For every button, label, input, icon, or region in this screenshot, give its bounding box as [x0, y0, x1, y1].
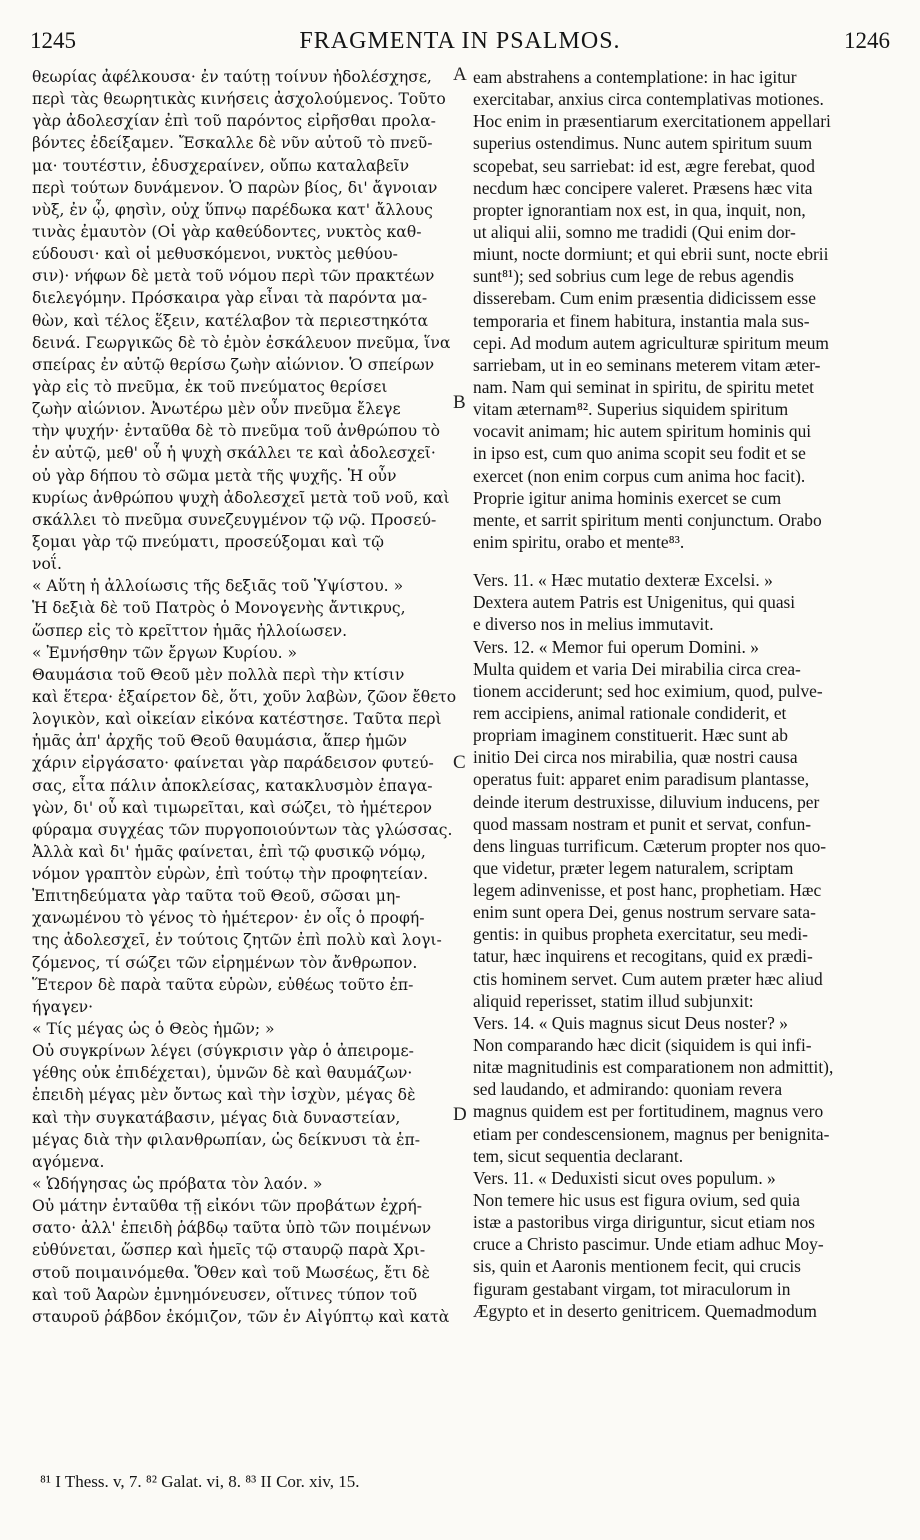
greek-text-line: βόντες ἐδείξαμεν. Ἔσκαλλε δὲ νῦν αὐτοῦ τὸ πνεῦ-	[32, 134, 433, 153]
latin-text-line: ctis hominem servet. Cum autem præter hæc aliud	[473, 968, 823, 989]
greek-text-line: γὼν, δι' οὗ καὶ τιμωρεῖται, καὶ σώζει, τὸ ἡμέτερον	[32, 798, 433, 817]
latin-text-line: ut aliqui alii, somno me tradidi (Qui enim dor-	[473, 221, 796, 242]
greek-text-line: σκάλλει τὸ πνεῦμα συνεζευγμένον τῷ νῷ. Προσεύ-	[32, 510, 437, 529]
latin-text-line: aliquid reperisset, statim illud subjunxit:	[473, 990, 754, 1011]
greek-text-line: σας, εἶτα πάλιν ἀποκλείσας, κατακλυσμὸν ἐπαγα-	[32, 776, 433, 795]
greek-text-line: Ἕτερον δὲ παρὰ ταῦτα εὑρὼν, εὐθέως τοῦτο ἐπ-	[32, 975, 414, 994]
latin-text-line: scopebat, seu sarriebat: id est, ægre ferebat, quod	[473, 155, 815, 176]
latin-text-line: tatur, hæc inquirens et recogitans, quid ex prædi-	[473, 946, 813, 967]
greek-text-line: χανωμένου τὸ γένος τὸ ἡμέτερον· ἐν οἷς ὁ προφή-	[32, 909, 425, 928]
latin-text-line: tionem acciderunt; sed hoc eximium, quod, pulve-	[473, 680, 823, 701]
margin-marker-c: C	[453, 752, 466, 773]
page-number-right: 1246	[844, 28, 890, 53]
latin-text-line: sarriebam, ut in eo seminans meterem vitam æter-	[473, 354, 821, 375]
greek-text-line: « Ὡδήγησας ὡς πρόβατα τὸν λαόν. »	[32, 1175, 323, 1194]
latin-text-line	[473, 553, 893, 569]
greek-text-line: καὶ ἕτερα· ἐξαίρετον δὲ, ὅτι, χοῦν λαβὼν, ζῶον ἔθετο	[32, 687, 457, 706]
greek-text-line: αγόμενα.	[32, 1152, 105, 1171]
latin-text-line: Non temere hic usus est figura ovium, sed quia	[473, 1190, 800, 1211]
greek-text-line: θὼν, καὶ τέλος ἕξειν, κατέλαβον τὰ περιεστηκότα	[32, 311, 428, 330]
latin-text-line: etiam per condescensionem, magnus per benignita-	[473, 1123, 830, 1144]
latin-text-line: initio Dei circa nos mirabilia, quæ nostri causa	[473, 747, 798, 768]
latin-text-line: nitæ magnitudinis est comparationem non admittit),	[473, 1057, 834, 1078]
greek-text-line: στοῦ ποιμαινόμεθα. Ὅθεν καὶ τοῦ Μωσέως, ἔτι δὲ	[32, 1263, 430, 1282]
greek-text-line: μα· τουτέστιν, ἐδυσχεραίνεν, οὔπω καταλαβεῖν	[32, 156, 410, 175]
latin-text-line: sed laudando, et admirando: quoniam revera	[473, 1079, 783, 1100]
latin-text-line: Dextera autem Patris est Unigenitus, qui quasi	[473, 592, 796, 613]
greek-text-line: Οὐ συγκρίνων λέγει (σύγκρισιν γὰρ ὁ ἀπειρομε-	[32, 1042, 414, 1061]
greek-text-line: τινὰς ἐμαυτὸν (Οἱ γὰρ καθεύδοντες, νυκτὸς καθ-	[32, 222, 422, 241]
greek-text-line: τὴν ψυχήν· ἐνταῦθα δὲ τὸ πνεῦμα τοῦ ἀνθρώπου τὸ	[32, 422, 441, 441]
latin-text-line: vitam æternam⁸². Superius siquidem spiritum	[473, 399, 789, 420]
latin-text-line: figuram gestabant virgam, tot miraculorum in	[473, 1278, 791, 1299]
latin-text-line: cepi. Ad modum autem agriculturæ spiritum meum	[473, 332, 829, 353]
greek-text-line: καὶ τοῦ Ἀαρὼν ἐμνημόνευσεν, οἵτινες τύπον τοῦ	[32, 1285, 418, 1304]
latin-text-line: istæ a pastoribus virga diriguntur, sicut etiam nos	[473, 1212, 815, 1233]
greek-text-line: Θαυμάσια τοῦ Θεοῦ μὲν πολλὰ περὶ τὴν κτίσιν	[32, 665, 405, 684]
greek-column	[32, 66, 457, 1328]
latin-text-line: eam abstrahens a contemplatione: in hac igitur	[473, 67, 797, 87]
latin-text-line: Vers. 12. « Memor fui operum Domini. »	[473, 636, 759, 657]
latin-text-line: dens linguas turrificum. Cæterum propter nos quo-	[473, 835, 827, 856]
latin-text-line: Vers. 14. « Quis magnus sicut Deus noster? »	[473, 1012, 788, 1033]
greek-text-line: γὰρ εἰς τὸ πνεῦμα, ἐκ τοῦ πνεύματος θερίσει	[32, 377, 388, 396]
greek-text-line: νοΐ.	[32, 555, 62, 574]
greek-text-line: « Ἐμνήσθην τῶν ἔργων Κυρίου. »	[32, 643, 298, 662]
latin-text-line: magnus quidem est per fortitudinem, magnus vero	[473, 1101, 824, 1122]
greek-text-line: σατο· ἀλλ' ἐπειδὴ ῥάβδῳ ταῦτα ὑπὸ τῶν ποιμένων	[32, 1219, 432, 1238]
margin-marker-d: D	[453, 1104, 467, 1125]
latin-text-line: Ægypto et in deserto genitricem. Quemadmodum	[473, 1300, 817, 1321]
latin-text-line: necdum hæc concipere valeret. Præsens hæc vita	[473, 177, 813, 198]
greek-text-line: δεινά. Γεωργικῶς δὲ τὸ ἐμὸν ἐσκάλευον πνεῦμα, ἵνα	[32, 333, 451, 352]
latin-text-line: Vers. 11. « Hæc mutatio dexteræ Excelsi. »	[473, 570, 773, 591]
greek-text-line: περὶ τούτων δυνάμενον. Ὁ παρὼν βίος, δι' ἄγνοιαν	[32, 178, 438, 197]
latin-text-line: nam. Nam qui seminat in spiritu, de spiritu metet	[473, 376, 814, 397]
margin-marker-a: A	[453, 64, 467, 85]
latin-text-line: enim sunt opera Dei, genus nostrum servare sata-	[473, 902, 816, 923]
latin-text-line: exercet (non enim corpus cum anima hoc facit).	[473, 465, 806, 486]
greek-text-line: Ἐπιτηδεύματα γὰρ ταῦτα τοῦ Θεοῦ, σῶσαι μη-	[32, 887, 401, 906]
latin-text-line: vocavit animam; hic autem spiritum hominis qui	[473, 421, 812, 442]
greek-text-line: της ἀδολεσχεῖ, ἐν τούτοις ζητῶν ἐπὶ πολὺ καὶ λογι-	[32, 931, 442, 950]
latin-text-line: miunt, nocte dormiunt; et qui ebrii sunt, nocte ebrii	[473, 244, 829, 265]
greek-text-line: καὶ τὴν συγκατάβασιν, μέγας διὰ δυναστείαν,	[32, 1108, 401, 1127]
greek-text-line: γέθης οὐκ ἐπιδέχεται), ὑμνῶν δὲ καὶ θαυμάζων·	[32, 1064, 413, 1083]
greek-text-line: κυρίως ἀνθρώπου ψυχὴ ἀδολεσχεῖ μετὰ τοῦ νοῦ, καὶ	[32, 488, 450, 507]
greek-text-line: ἡμᾶς ἀπ' ἀρχῆς τοῦ Θεοῦ θαυμάσια, ἅπερ ἡμῶν	[32, 732, 407, 751]
latin-text-line: mente, et sarrit spiritum menti conjunctum. Orabo	[473, 509, 822, 530]
greek-text-line: Οὐ μάτην ἐνταῦθα τῇ εἰκόνι τῶν προβάτων ἐχρή-	[32, 1197, 422, 1216]
footnotes: ⁸¹ I Thess. v, 7. ⁸² Galat. vi, 8. ⁸³ II Cor. xiv, 15.	[40, 1472, 360, 1491]
latin-text-line: exercitabar, anxius circa contemplativas motiones.	[473, 89, 824, 110]
latin-text-line: e diverso nos in melius immutavit.	[473, 614, 714, 635]
greek-text-line: ξομαι γὰρ τῷ πνεύματι, προσεύξομαι καὶ τῷ	[32, 532, 385, 551]
greek-text-line: οὐ γὰρ δήπου τὸ σῶμα μετὰ τῆς ψυχῆς. Ἡ οὖν	[32, 466, 397, 485]
latin-text-line: Proprie igitur anima hominis exercet se cum	[473, 487, 782, 508]
greek-text-line: θεωρίας ἀφέλκουσα· ἐν ταύτῃ τοίνυν ἠδολέσχησε,	[32, 68, 432, 86]
latin-text-line: disserebam. Cum enim præsentia didicissem esse	[473, 288, 816, 309]
greek-text-line: μέγας διὰ τὴν φιλανθρωπίαν, ὡς δείκνυσι τὰ ἑπ-	[32, 1130, 421, 1149]
latin-text-line: Hoc enim in præsentiarum exercitationem appellari	[473, 111, 831, 132]
latin-text-line: gentis: in quibus propheta exercitatur, seu medi-	[473, 924, 808, 945]
latin-text-line: legem adinvenisse, et post hanc, prophetiam. Hæc	[473, 880, 822, 901]
greek-text-line: γὰρ ἀδολεσχίαν ἐπὶ τοῦ παρόντος εἰρῆσθαι προλα-	[32, 112, 436, 131]
greek-text-line: φύραμα συγχέας τῶν πυργοποιούντων τὰς γλώσσας.	[32, 820, 453, 839]
greek-text-line: σπείρας ἐν αὐτῷ θερίσω ζωὴν αἰώνιον. Ὁ σπείρων	[32, 355, 435, 374]
latin-text-line: propter ignorantiam nox est, in qua, inquit, non,	[473, 199, 806, 220]
greek-text-line: Ἀλλὰ καὶ δι' ἡμᾶς φαίνεται, ἐπὶ τῷ φυσικῷ νόμῳ,	[32, 842, 426, 861]
greek-text-line: διελεγόμην. Πρόσκαιρα γὰρ εἶναι τὰ παρόντα μα-	[32, 289, 428, 308]
latin-text-line: in ipso est, cum quo anima scopit seu fodit et se	[473, 443, 806, 464]
latin-text-line: operatus fuit: apparet enim paradisum plantasse,	[473, 769, 810, 790]
latin-text-line: temporaria et finem habitura, instantia mala sus-	[473, 310, 810, 331]
greek-text-line: χάριν εἰργάσατο· φαίνεται γὰρ παράδεισον φυτεύ-	[32, 754, 434, 773]
latin-text-line: que videtur, præter legem naturalem, scriptam	[473, 857, 794, 878]
greek-text-line: Ἡ δεξιὰ δὲ τοῦ Πατρὸς ὁ Μονογενὴς ἄντικρυς,	[32, 599, 406, 618]
page-header	[30, 28, 890, 62]
latin-text-line: Vers. 11. « Deduxisti sicut oves populum. »	[473, 1167, 776, 1188]
greek-text-line: ζόμενος, τί σώζει τῶν εἰρημένων τὸν ἄνθρωπον.	[32, 953, 418, 972]
greek-text-line: ἐν αὐτῷ, μεθ' οὗ ἡ ψυχὴ σκάλλει τε καὶ ἀδολεσχεῖ·	[32, 444, 436, 463]
latin-text-line: enim spiritu, orabo et mente⁸³.	[473, 531, 685, 552]
page-number-left: 1245	[30, 28, 76, 53]
greek-text-line: εύδουσι· καὶ οἱ μεθυσκόμενοι, νυκτὸς μεθύου-	[32, 245, 398, 264]
latin-column	[473, 66, 893, 1322]
latin-text-line: rem accipiens, animal rationale condiderit, et	[473, 702, 787, 723]
greek-text-line: εὐθύνεται, ὥσπερ καὶ ἡμεῖς τῷ σταυρῷ παρὰ Χρι-	[32, 1241, 426, 1260]
latin-text-line: Multa quidem et varia Dei mirabilia circa crea-	[473, 658, 801, 679]
latin-text-line: cruce a Christo pascimur. Unde etiam adhuc Moy-	[473, 1234, 824, 1255]
greek-text-line: περὶ τὰς θεωρητικὰς κινήσεις ἀσχολούμενος. Τοῦτο	[32, 90, 446, 109]
greek-text-line: « Τίς μέγας ὡς ὁ Θεὸς ἡμῶν; »	[32, 1020, 275, 1039]
greek-text-line: σταυροῦ ῥάβδον ἐκόμιζον, τῶν ἐν Αἰγύπτῳ καὶ κατὰ	[32, 1307, 450, 1326]
latin-text-line: sis, quin et Aaronis mentionem fecit, qui crucis	[473, 1256, 801, 1277]
greek-text-line: νόμον γραπτὸν εὑρὼν, ἐπὶ τούτῳ τὴν προφητείαν.	[32, 865, 429, 884]
margin-marker-b: B	[453, 392, 466, 413]
running-title: FRAGMENTA IN PSALMOS.	[299, 28, 621, 54]
greek-text-line: λογικὸν, καὶ οἰκείαν εἰκόνα κατέστησε. Ταῦτα περὶ	[32, 710, 442, 729]
greek-text-line: σιν)· νήφων δὲ μετὰ τοῦ νόμου περὶ τῶν πρακτέων	[32, 267, 435, 286]
latin-text-line: superius ostendimus. Nunc autem spiritum suum	[473, 133, 813, 154]
greek-text-line: ὥσπερ εἰς τὸ κρεῖττον ἡμᾶς ἠλλοίωσεν.	[32, 621, 348, 640]
greek-text-line: ζωὴν αἰώνιον. Ἀνωτέρω μὲν οὖν πνεῦμα ἔλεγε	[32, 400, 401, 419]
greek-text-line: νὺξ, ἐν ᾧ, φησὶν, οὐχ ὕπνῳ παρέδωκα κατ' ἄλλους	[32, 200, 433, 219]
latin-text-line: sunt⁸¹); sed sobrius cum lege de rebus agendis	[473, 266, 794, 287]
greek-text-line: ήγαγεν·	[32, 997, 94, 1016]
latin-text-line: propriam imaginem constituerit. Hæc sunt ab	[473, 725, 788, 746]
latin-text-line: Non comparando hæc dicit (siquidem is qui infi-	[473, 1035, 812, 1056]
latin-text-line: deinde iterum destruxisse, diluvium inducens, per	[473, 791, 820, 812]
latin-text-line: quod massam nostram et punit et servat, confun-	[473, 813, 812, 834]
greek-text-line: ἐπειδὴ μέγας μὲν ὄντως καὶ τὴν ἰσχὺν, μέγας δὲ	[32, 1086, 416, 1105]
latin-text-line: tem, sicut sequentia declarant.	[473, 1145, 684, 1166]
greek-text-line: « Αὕτη ἡ ἀλλοίωσις τῆς δεξιᾶς τοῦ Ὑψίστου. »	[32, 577, 404, 596]
